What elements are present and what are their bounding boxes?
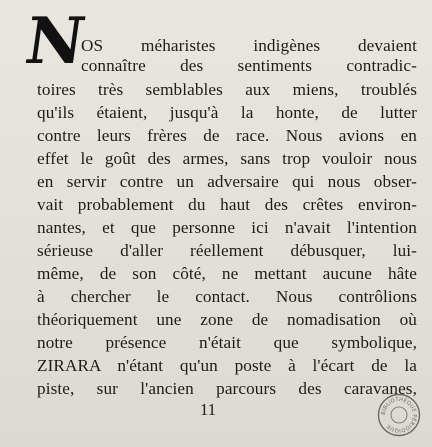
text-line-1: OS méharistes indigènes devaient — [81, 36, 417, 55]
text-line-4: qu'ils étaient, jusqu'à la honte, de lutter — [37, 103, 417, 122]
text-line-13: théoriquement une zone de nomadisation où — [37, 310, 417, 329]
text-line-3: toires très semblables aux miens, troublés — [37, 80, 417, 99]
text-line-5: contre leurs frères de race. Nous avions en — [37, 126, 417, 145]
text-line-12: à chercher le contact. Nous contrôlions — [37, 287, 417, 306]
svg-text:BIBLIOTHÈQUE PÉRIODIQUE — [381, 396, 419, 433]
text-line-11: même, de son côté, ne mettant aucune hâte — [37, 264, 417, 283]
text-line-14: notre présence n'était que symbolique, — [37, 333, 417, 352]
text-line-8: vait probablement du haut des crêtes environ- — [37, 195, 417, 214]
text-line-2: connaître des sentiments contradic- — [81, 56, 417, 75]
stamp-text: BIBLIOTHÈQUE PÉRIODIQUE — [380, 396, 418, 434]
text-line-16: piste, sur l'ancien parcours des caravanes, — [37, 379, 417, 398]
drop-cap: N — [20, 4, 90, 79]
text-line-15: ZIRARA n'étant qu'un poste à l'écart de la — [37, 356, 417, 375]
text-line-6: effet le goût des armes, sans trop vouloir nous — [37, 149, 417, 168]
text-line-10: sérieuse d'aller réellement débusquer, lui- — [37, 241, 417, 260]
library-stamp-icon — [377, 393, 421, 437]
text-line-7: en servir contre un adversaire qui nous obser- — [37, 172, 417, 191]
page-number: 11 — [199, 400, 217, 419]
text-line-9: nantes, et que personne ici n'avait l'intention — [37, 218, 417, 237]
